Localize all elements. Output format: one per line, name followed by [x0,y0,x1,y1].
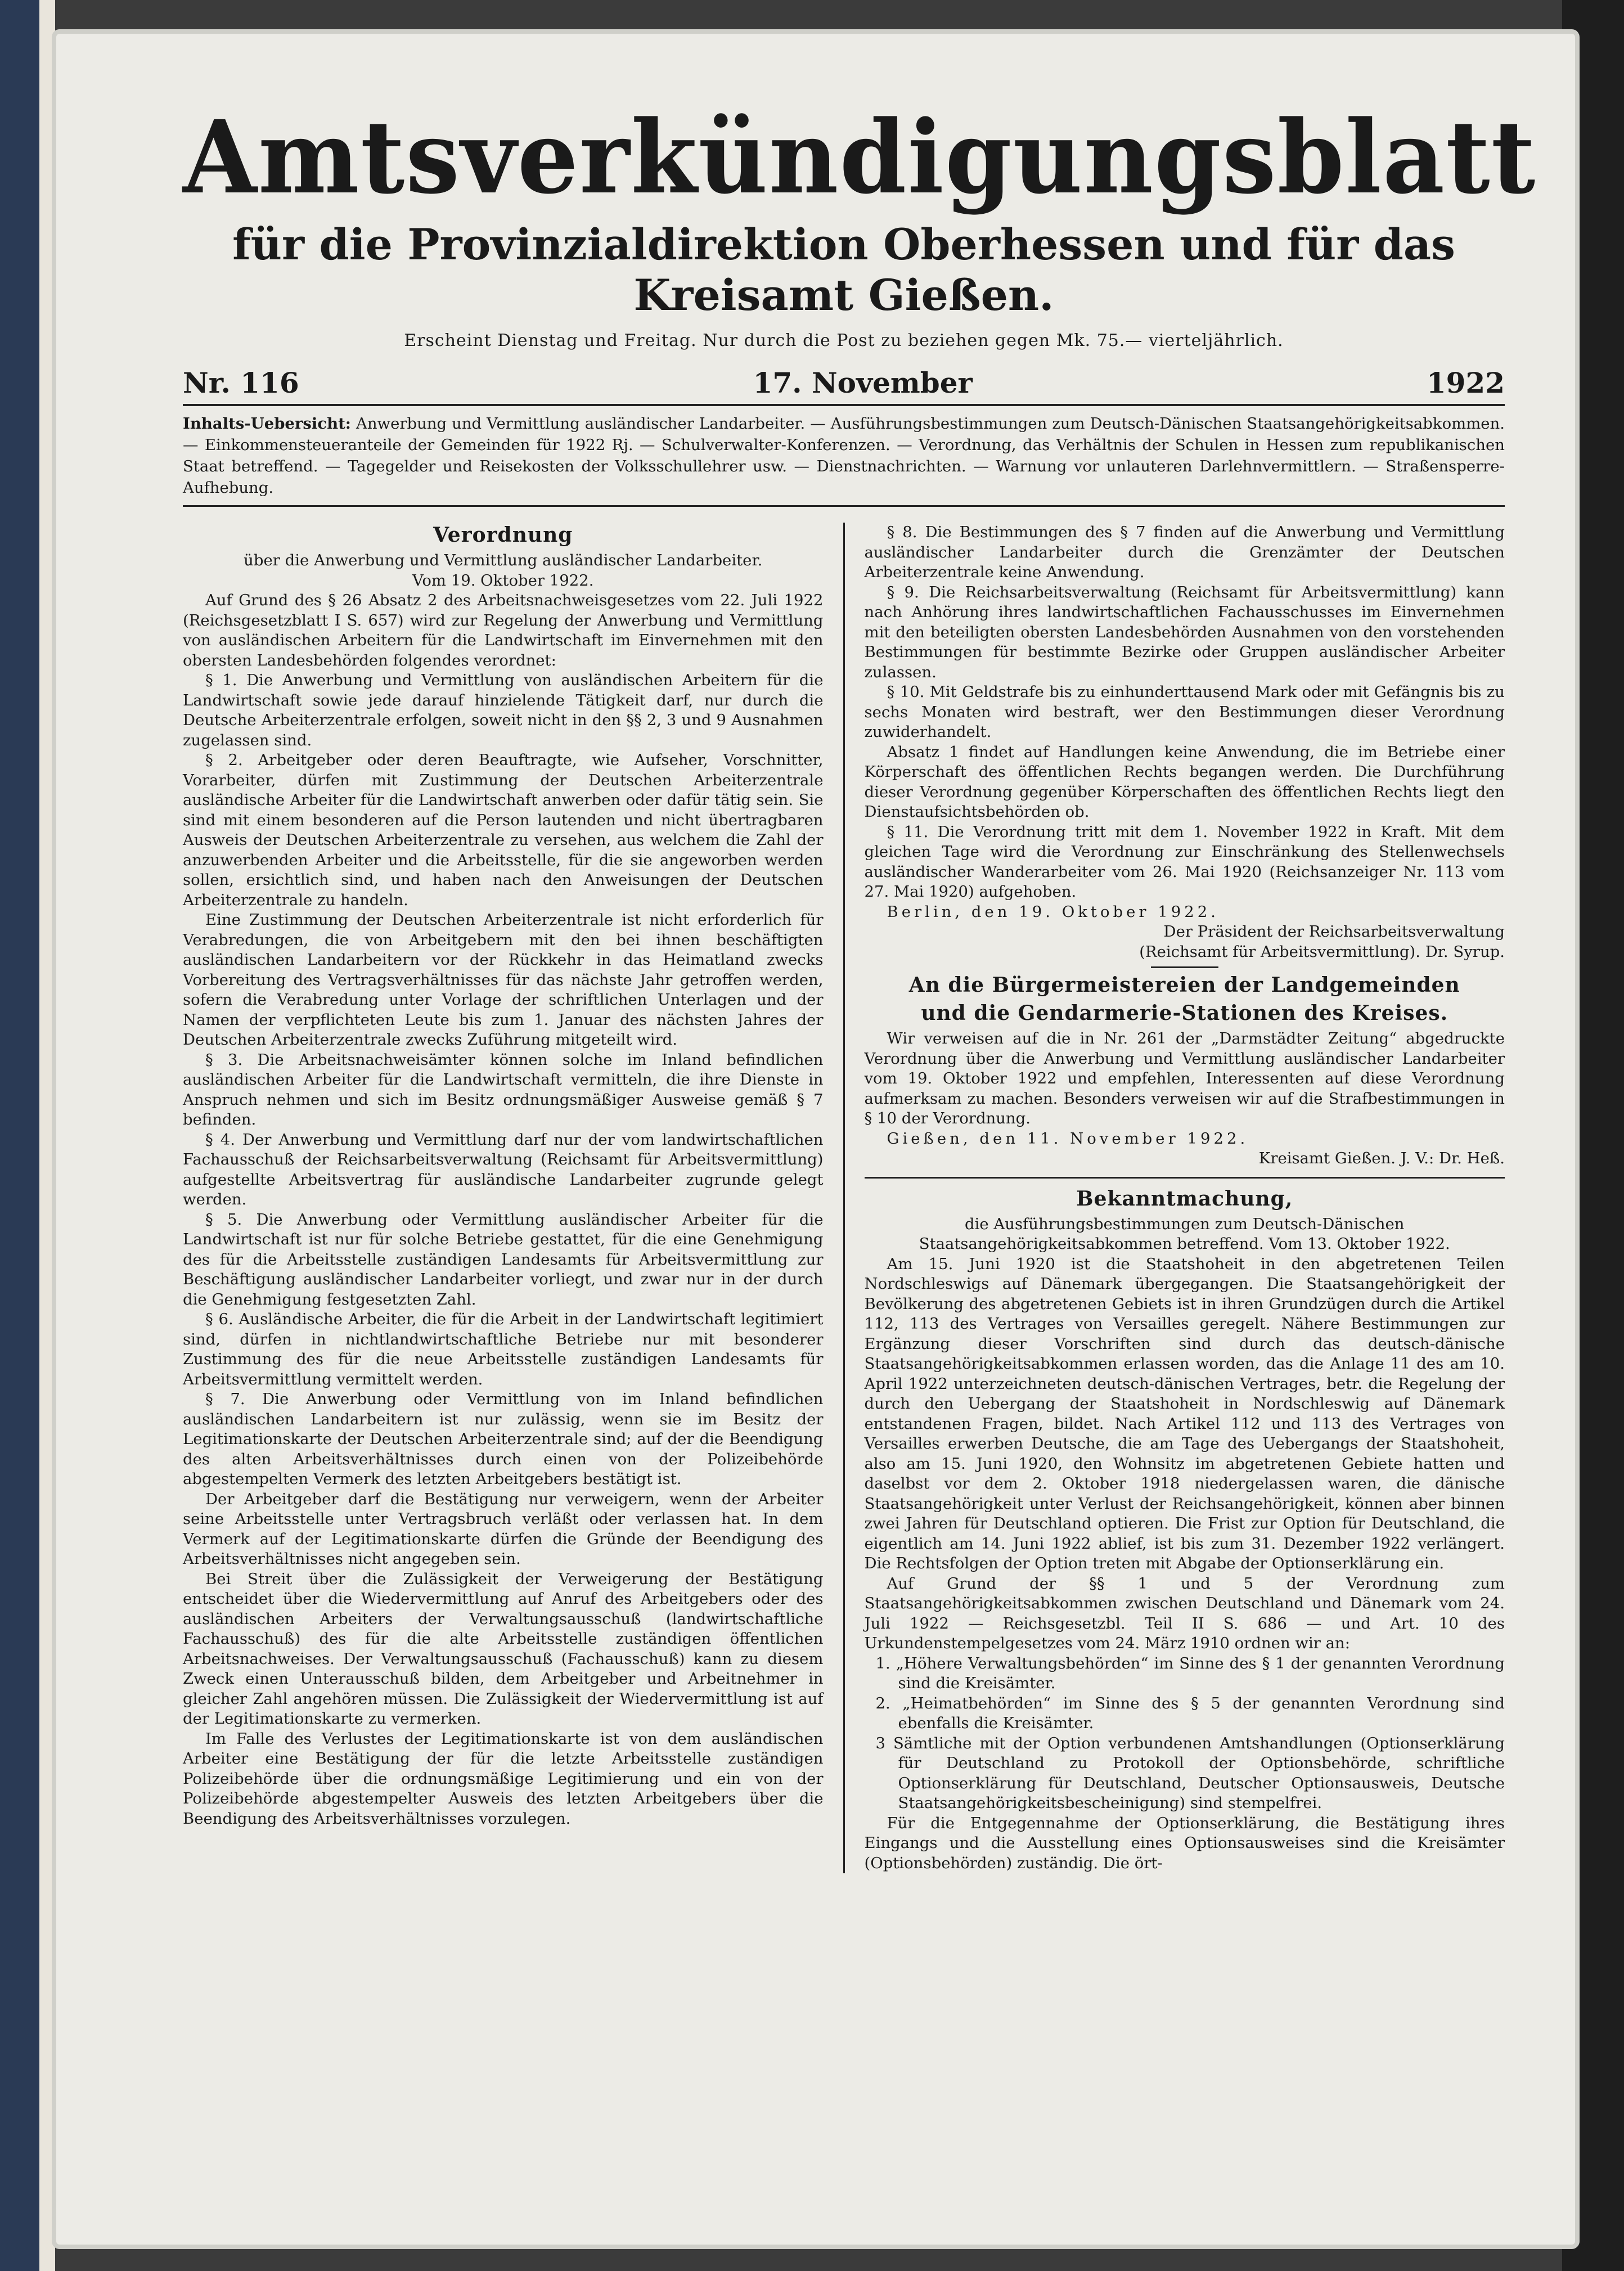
paragraph: § 3. Die Arbeitsnachweisämter können solche im Inland befindlichen ausländischen Arbeiter für die Landwirtschaft vermitteln, die ihre Dienste in Anspruch nehmen und sich im Besitz ordnungsmäßiger Ausweise gemäß § 7 befinden. [183,1050,824,1128]
paragraph: Eine Zustimmung der Deutschen Arbeiterzentrale ist nicht erforderlich für Verabredungen, die von Arbeitgebern mit den bei ihnen beschäftigten ausländischen Landarbeitern vor der Rückkehr in das Heimatland zwecks Vorbereitung des Vertragsverhältnisses für das nächste Jahr getroffen werden, sofern die Verabredung unter Vorlage der schriftlichen Unterlagen und der Namen der verpflichteten Leute bis zum 1. Januar des nächsten Jahres der Deutschen Arbeiterzentrale zwecks Zuführung mitgeteilt wird. [183,911,824,1049]
issue-number: Nr. 116 [183,366,299,399]
announcement-subheading: die Ausführungsbestimmungen zum Deutsch-Dänischen Staatsangehörigkeitsabkommen betreffend. Vom 13. Oktober 1922. [919,1215,1450,1253]
list-item: 2. „Heimatbehörden“ im Sinne des § 5 der genannten Verordnung sind ebenfalls die Kreisämter. [875,1694,1505,1732]
paragraph: § 9. Die Reichsarbeitsverwaltung (Reichsamt für Arbeitsvermittlung) kann nach Anhörung ihres landwirtschaftlichen Fachausschusses im Einvernehmen mit den beteiligten obersten Landesbehörden Ausnahmen von den vorstehenden Bestimmungen für bestimmte Bezirke oder Gruppen ausländischer Arbeiter zulassen. [864,583,1505,681]
notice-place-date: Gießen, den 11. November 1922. [887,1129,1249,1148]
page-content [183,98,1537,1873]
paragraph: § 1. Die Anwerbung und Vermittlung von ausländischen Arbeitern für die Landwirtschaft sowie jede darauf hinzielende Tätigkeit darf, nur durch die Deutsche Arbeiterzentrale erfolgen, soweit nicht in den §§ 2, 3 und 9 Ausnahmen zugelassen sind. [183,671,824,749]
paragraph: § 6. Ausländische Arbeiter, die für die Arbeit in der Landwirtschaft legitimiert sind, dürfen in nichtlandwirtschaftliche Betriebe nur mit besonderer Zustimmung des für die neue Arbeitsstelle zuständigen Landesamts für Arbeitsvermittlung vermittelt werden. [183,1310,824,1388]
article-columns [183,523,1505,1873]
notice-heading: und die Gendarmerie-Stationen des Kreises. [921,1001,1448,1025]
paragraph: Absatz 1 findet auf Handlungen keine Anwendung, die im Betriebe einer Körperschaft des öffentlichen Rechts begangen werden. Die Durchführung dieser Verordnung gegenüber Körperschaften des öffentlichen Rechts liegt den Dienstaufsichtsbehörden ob. [864,743,1505,821]
announcement-heading: Bekanntmachung, [1076,1186,1293,1211]
book-cover-spine [0,0,39,2271]
paragraph: Für die Entgegennahme der Optionserklärung, die Bestätigung ihres Eingangs und die Ausstellung eines Optionsausweises sind die Kreisämter (Optionsbehörden) zuständig. Die ört- [864,1814,1505,1872]
ordinance-subheading: über die Anwerbung und Vermittlung ausländischer Landarbeiter. [244,551,763,569]
masthead-title: Amtsverkündigungsblatt [183,98,1537,217]
issue-date: 17. November [753,366,973,399]
section-divider [865,1177,1505,1179]
paragraph: Auf Grund des § 26 Absatz 2 des Arbeitsnachweisgesetzes vom 22. Juli 1922 (Reichsgesetzblatt I S. 657) wird zur Regelung der Anwerbung und Vermittlung von ausländischen Arbeitern für die Landwirtschaft im Einvernehmen mit den obersten Landesbehörden folgendes verordnet: [183,591,824,669]
notice-text: Wir verweisen auf die in Nr. 261 der „Darmstädter Zeitung“ abgedruckte Verordnung über die Anwerbung und Vermittlung ausländischer Landarbeiter vom 19. Oktober 1922 und empfehlen, Interessenten auf diese Verordnung aufmerksam zu machen. Besonders verweisen wir auf die Strafbestimmungen in § 10 der Verordnung. [864,1029,1505,1127]
issue-year: 1922 [1426,366,1505,399]
paragraph: § 11. Die Verordnung tritt mit dem 1. November 1922 in Kraft. Mit dem gleichen Tage wird die Verordnung zur Einschränkung des Stellenwechsels ausländischer Wanderarbeiter vom 26. Mai 1920 (Reichsanzeiger Nr. 113 vom 27. Mai 1920) aufgehoben. [864,822,1505,901]
paragraph: § 8. Die Bestimmungen des § 7 finden auf die Anwerbung und Vermittlung ausländischer Landarbeiter durch die Grenzämter der Deutschen Arbeiterzentrale keine Anwendung. [864,523,1505,581]
paragraph: Im Falle des Verlustes der Legitimationskarte ist von dem ausländischen Arbeiter eine Bestätigung der für die letzte Arbeitsstelle zuständigen Polizeibehörde über die ordnungsmäßige Legitimierung und ein von der Polizeibehörde abgestempelter Ausweis des letzten Arbeitgebers über die Beendigung des Arbeitsverhältnisses vorzulegen. [183,1729,824,1828]
paragraph: § 10. Mit Geldstrafe bis zu einhunderttausend Mark oder mit Gefängnis bis zu sechs Monaten wird bestraft, wer den Bestimmungen dieser Verordnung zuwiderhandelt. [864,683,1505,741]
toc-text: Anwerbung und Vermittlung ausländischer Landarbeiter. — Ausführungsbestimmungen zum Deutsch-Dänischen Staatsangehörigkeitsabkommen. — Einkommensteueranteile der Gemeinden für 1922 Rj. — Schulverwalter-Konferenzen. — Verordnung, das Verhältnis der Schulen in Hessen zum republikanischen Staat betreffend. — Tagegelder und Reisekosten der Volksschullehrer usw. — Dienstnachrichten. — Warnung vor unlauteren Darlehnvermittlern. — Straßensperre-Aufhebung. [183,415,1505,497]
ordinance-heading: Verordnung [433,523,573,547]
newspaper-page [56,34,1575,2245]
paragraph: § 7. Die Anwerbung oder Vermittlung von im Inland befindlichen ausländischen Landarbeitern ist nur zulässig, wenn sie im Besitz der Legitimationskarte der Deutschen Arbeiterzentrale sind; auf der die Beendigung des alten Arbeitsverhältnisses durch einen von der Polizeibehörde abgestempelten Vermerk des letzten Arbeitgebers bestätigt ist. [183,1390,824,1488]
signer-line: (Reichsamt für Arbeitsvermittlung). Dr. Syrup. [1139,942,1505,961]
notice-signer: Kreisamt Gießen. J. V.: Dr. Heß. [1258,1149,1505,1167]
ordinance-date: Vom 19. Oktober 1922. [412,571,594,590]
page-edge [39,0,55,2271]
paragraph: Auf Grund der §§ 1 und 5 der Verordnung zum Staatsangehörigkeitsabkommen zwischen Deutschland und Dänemark vom 24. Juli 1922 — Reichsgesetzbl. Teil II S. 686 — und Art. 10 des Urkundenstempelgesetzes vom 24. März 1910 ordnen wir an: [864,1574,1505,1652]
signer-line: Der Präsident der Reichsarbeitsverwaltung [1163,923,1505,941]
paragraph: Der Arbeitgeber darf die Bestätigung nur verweigern, wenn der Arbeiter seine Arbeitsstelle unter Vertragsbruch verläßt oder verlassen hat. In dem Vermerk auf der Legitimationskarte dürfen die Gründe der Beendigung des Arbeitsverhältnisses nicht angegeben sein. [183,1490,824,1568]
paragraph: § 5. Die Anwerbung oder Vermittlung ausländischer Arbeiter für die Landwirtschaft ist nur für solche Betriebe gestattet, für die eine Genehmigung des für die Arbeitsstelle zuständigen Landesamts für Arbeitsvermittlung zur Beschäftigung ausländischer Landarbeiter vorliegt, und zwar nur in der durch die Genehmigung festgesetzten Zahl. [183,1210,824,1308]
place-date: Berlin, den 19. Oktober 1922. [887,902,1220,921]
publication-info: Erscheint Dienstag und Freitag. Nur durch die Post zu beziehen gegen Mk. 75.— vierteljährlich. [404,331,1284,350]
toc-label: Inhalts-Uebersicht: [183,415,351,433]
list-item: 3 Sämtliche mit der Option verbundenen Amtshandlungen (Optionserklärung für Deutschland zu Protokoll der Optionsbehörde, schriftliche Optionserklärung für Deutschland, Deutscher Optionsausweis, Deutsche Staatsangehörigkeitsbescheinigung) sind stempelfrei. [875,1734,1505,1812]
list-item: 1. „Höhere Verwaltungsbehörden“ im Sinne des § 1 der genannten Verordnung sind die Kreisämter. [875,1654,1505,1692]
notice-heading: An die Bürgermeistereien der Landgemeinden [908,973,1460,997]
section-divider [1151,966,1218,968]
masthead-subtitle: für die Provinzialdirektion Oberhessen und für das Kreisamt Gießen. [232,219,1455,320]
left-column [183,523,824,1873]
table-of-contents [183,413,1505,507]
issue-line [183,366,1505,406]
right-column [865,523,1505,1873]
paragraph: Am 15. Juni 1920 ist die Staatshoheit in den abgetretenen Teilen Nordschleswigs auf Dänemark übergegangen. Die Staatsangehörigkeit der Bevölkerung des abgetretenen Gebiets ist in ihren Grundzügen durch die Artikel 112, 113 des Vertrages von Versailles geregelt. Nähere Bestimmungen zur Ergänzung dieser Vorschriften sind durch das deutsch-dänische Staatsangehörigkeitsabkommen erlassen worden, das die Anlage 11 des am 10. April 1922 unterzeichneten deutsch-dänischen Vertrages, betr. die Regelung der durch den Uebergang der Staatshoheit in Nordschleswig auf Dänemark entstandenen Fragen, bildet. Nach Artikel 112 und 113 des Vertrages von Versailles erwerben Deutsche, die am Tage des Uebergangs der Staatshoheit, also am 15. Juni 1920, den Wohnsitz im abgetretenen Gebiete hatten und daselbst vor dem 2. Oktober 1918 niedergelassen waren, die dänische Staatsangehörigkeit unter Verlust der Reichsangehörigkeit, können aber binnen zwei Jahren für Deutschland optieren. Die Frist zur Option für Deutschland, die eigentlich am 14. Juni 1922 ablief, ist bis zum 31. Dezember 1922 verlängert. Die Rechtsfolgen der Option treten mit Abgabe der Optionserklärung ein. [864,1254,1505,1572]
ordinance-list [865,1654,1505,1814]
paragraph: § 4. Der Anwerbung und Vermittlung darf nur der vom landwirtschaftlichen Fachausschuß der Reichsarbeitsverwaltung (Reichsamt für Arbeitsvermittlung) aufgestellte Arbeitsvertrag für ausländische Landarbeiter zugrunde gelegt werden. [183,1130,824,1208]
paragraph: § 2. Arbeitgeber oder deren Beauftragte, wie Aufseher, Vorschnitter, Vorarbeiter, dürfen mit Zustimmung der Deutschen Arbeiterzentrale ausländische Arbeiter für die Landwirtschaft anwerben oder dafür tätig sein. Sie sind mit einem besonderen auf die Person lautenden und nicht übertragbaren Ausweis der Deutschen Arbeiterzentrale zu versehen, aus welchem die Zahl der anzuwerbenden Arbeiter und die Arbeitsstelle, für die sie angeworben werden sollen, ersichtlich sind, und haben nach den Anweisungen der Deutschen Arbeiterzentrale zu handeln. [183,751,824,909]
paragraph: Bei Streit über die Zulässigkeit der Verweigerung der Bestätigung entscheidet über die Wiedervermittlung auf Anruf des Arbeitgebers oder des ausländischen Arbeiters der Verwaltungsausschuß (landwirtschaftliche Fachausschuß) des für die alte Arbeitsstelle zuständigen öffentlichen Arbeitsnachweises. Der Verwaltungsausschuß (Fachausschuß) kann zu diesem Zweck einen Unterausschuß bilden, dem Arbeitgeber und Arbeitnehmer in gleicher Zahl angehören müssen. Die Zulässigkeit der Wiedervermittlung ist auf der Legitimationskarte zu vermerken. [183,1570,824,1728]
column-divider [843,523,845,1873]
